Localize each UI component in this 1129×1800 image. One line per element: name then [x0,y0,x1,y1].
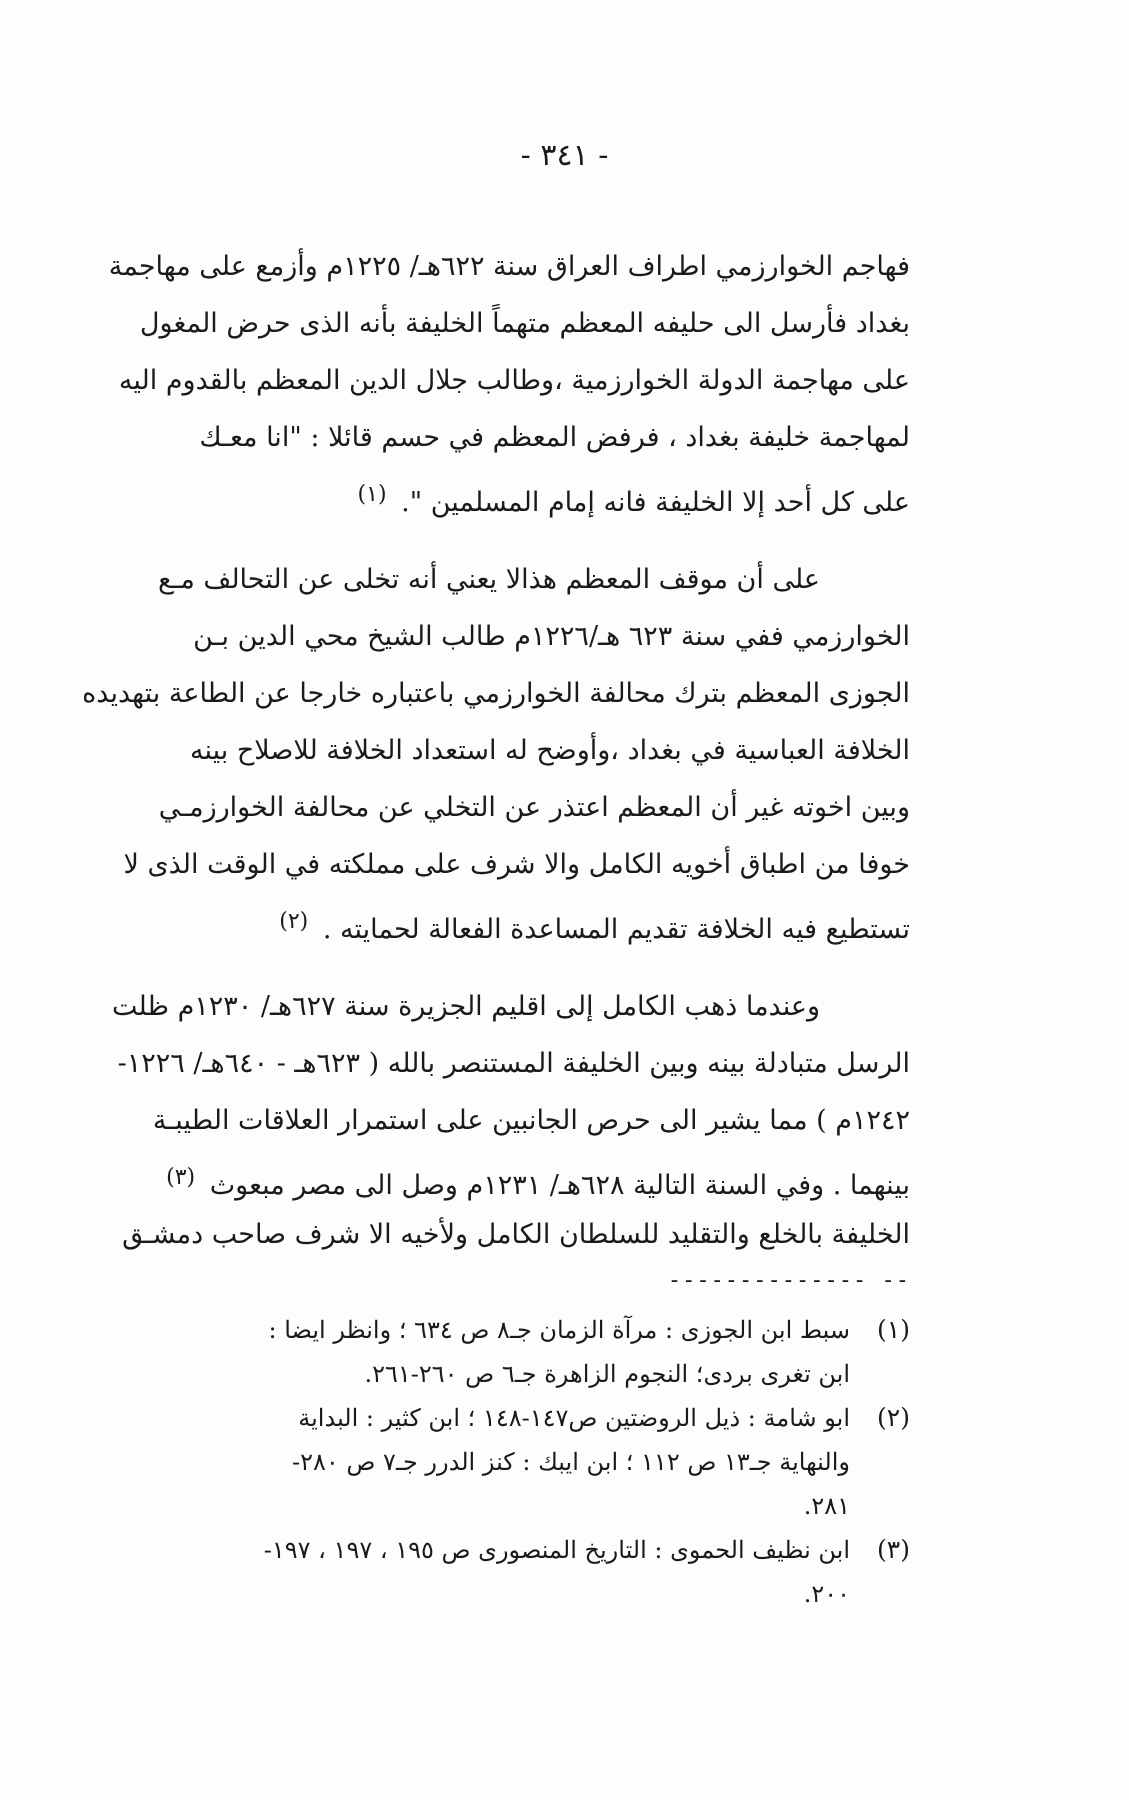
footnote-line: سبط ابن الجوزى : مرآة الزمان جـ٨ ص ٦٣٤ ؛ وانظر ايضا : [268,1316,850,1344]
footnote-ref-2: (٢) [279,909,309,934]
footnote-line: ٢٨١. [803,1492,850,1520]
text-line: الرسل متبادلة بينه وبين الخليفة المستنصر بالله ( ٦٢٣هـ - ٦٤٠هـ/ ١٢٢٦- [117,1048,910,1079]
text-line: الخوارزمي ففي سنة ٦٢٣ هـ/١٢٢٦م طالب الشيخ محي الدين بـن [193,621,910,652]
text-line: فهاجم الخوارزمي اطراف العراق سنة ٦٢٢هـ/ ١٢٢٥م وأزمع على مهاجمة [108,251,910,282]
footnote-2 [120,1396,910,1528]
paragraph-start: على أن موقف المعظم هذالا يعني أنه تخلى عن التحالف مـع [158,564,820,595]
footnote-number: (٣) [877,1535,910,1564]
text-line: بينهما . وفي السنة التالية ٦٢٨هـ/ ١٢٣١م وصل الى مصر مبعوث [209,1170,910,1201]
body-text [82,238,910,1263]
footnote-line: والنهاية جـ١٣ ص ١١٢ ؛ ابن ايبك : كنز الدرر جـ٧ ص ٢٨٠- [291,1448,850,1476]
footnotes [120,1308,910,1616]
footnote-line: ٢٠٠. [803,1580,850,1608]
footnote-line: ابو شامة : ذيل الروضتين ص١٤٧-١٤٨ ؛ ابن كثير : البداية [298,1404,850,1432]
footnote-line: ابن نظيف الحموى : التاريخ المنصورى ص ١٩٥ ، ١٩٧ ، ١٩٧- [263,1536,850,1564]
footnote-line: ابن تغرى بردى؛ النجوم الزاهرة جـ٦ ص ٢٦٠-٢٦١. [364,1360,850,1388]
footnote-3 [120,1528,910,1616]
paragraph-start: وعندما ذهب الكامل إلى اقليم الجزيرة سنة ٦٢٧هـ/ ١٢٣٠م ظلت [112,991,820,1022]
footnote-1 [120,1308,910,1396]
text-line: الخليفة بالخلع والتقليد للسلطان الكامل ولأخيه الا شرف صاحب دمشـق [122,1219,910,1250]
text-line: على مهاجمة الدولة الخوارزمية ،وطالب جلال الدين المعظم بالقدوم اليه [118,365,910,396]
footnote-ref-1: (١) [357,482,387,507]
page-number: - ٣٤١ - [520,138,609,173]
text-line: لمهاجمة خليفة بغداد ، فرفض المعظم في حسم قائلا : "انا معـك [199,422,910,453]
text-line-with-note [130,893,910,950]
text-line-with-note [130,1149,910,1206]
footnote-ref-3: (٣) [166,1165,196,1190]
footnote-separator: -------------- -- [667,1268,910,1293]
text-line: بغداد فأرسل الى حليفه المعظم متهماً الخليفة بأنه الذى حرض المغول [139,308,910,339]
text-line: ١٢٤٢م ) مما يشير الى حرص الجانبين على استمرار العلاقات الطيبـة [152,1105,910,1136]
text-line: الجوزى المعظم بترك محالفة الخوارزمي باعتباره خارجا عن الطاعة بتهديده [82,678,910,709]
footnote-number: (١) [877,1315,910,1344]
footnote-number: (٢) [877,1403,910,1432]
text-line: خوفا من اطباق أخويه الكامل والا شرف على مملكته في الوقت الذى لا [123,849,910,880]
text-line: تستطيع فيه الخلافة تقديم المساعدة الفعالة لحمايته . [322,914,910,945]
text-line: الخلافة العباسية في بغداد ،وأوضح له استعداد الخلافة للاصلاح بينه [190,735,910,766]
text-line-with-note [130,466,910,523]
text-line: على كل أحد إلا الخليفة فانه إمام المسلمين ". [401,487,910,518]
text-line: وبين اخوته غير أن المعظم اعتذر عن التخلي عن محالفة الخوارزمـي [158,792,910,823]
